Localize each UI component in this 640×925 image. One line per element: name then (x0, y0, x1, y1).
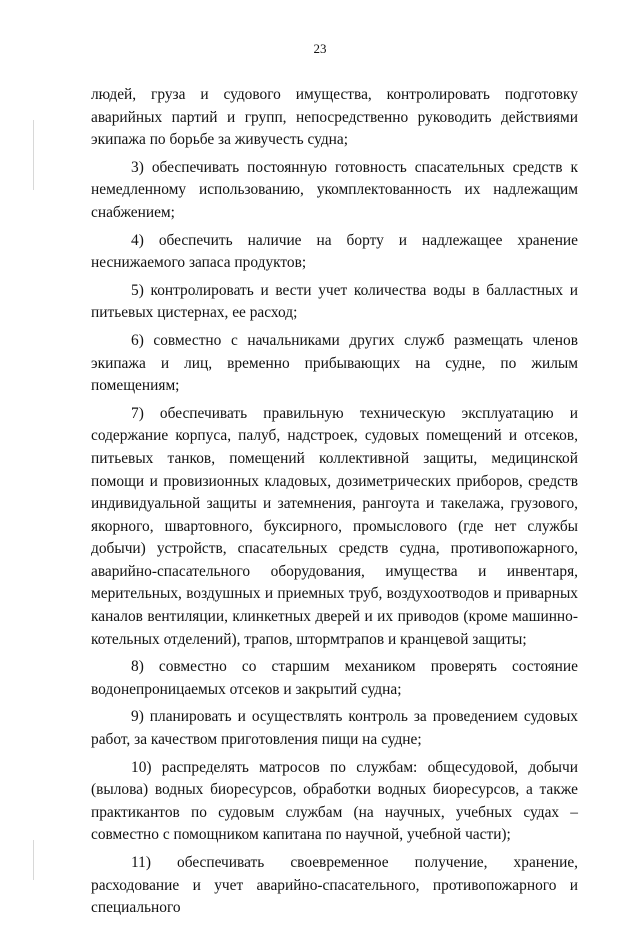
page-number: 23 (313, 41, 327, 56)
scan-margin-line-bottom (33, 840, 34, 880)
paragraph-item-5: 5) контролировать и вести учет количества воды в балластных и питьевых цистернах, ее расход; (91, 281, 578, 322)
paragraph-item-10: 10) распределять матросов по службам: общесудовой, добычи (вылова) водных биоресурсов, обработки водных биоресурсов, а также практикантов по судовым службам (на научных, учебных судах – совместно с помощником капитана по научной, учебной части); (91, 758, 578, 844)
paragraph-continuation: людей, груза и судового имущества, контролировать подготовку аварийных партий и групп, непосредственно руководить действиями экипажа по борьбе за живучесть судна; (91, 86, 578, 149)
scan-margin-line-top (33, 120, 34, 190)
paragraph-item-7: 7) обеспечивать правильную техническую эксплуатацию и содержание корпуса, палуб, надстроек, судовых помещений и отсеков, питьевых танков, помещений коллективной защиты, медицинской помощи и провизионных кладовых, дозиметрических приборов, средств индивидуальной защиты и затемнения, рангоута и такелажа, грузового, якорного, швартовного, буксирного, промыслового (где нет службы добычи) устройств, спасательных средств судна, противопожарного, аварийно-спасательного оборудования, имущества и инвентаря, мерительных, воздушных и приемных труб, воздухоотводов и приварных каналов вентиляции, клинкетных дверей и их приводов (кроме машинно-котельных отделений), трапов, штормтрапов и кранцевой защиты; (91, 404, 578, 648)
paragraph-item-6: 6) совместно с начальниками других служб размещать членов экипажа и лиц, временно прибывающих на судне, по жилым помещениям; (91, 331, 578, 395)
paragraph-item-8: 8) совместно со старшим механиком проверять состояние водонепроницаемых отсеков и закрытий судна; (91, 658, 578, 698)
paragraph-item-9: 9) планировать и осуществлять контроль за проведением судовых работ, за качеством приготовления пищи на судне; (91, 708, 578, 749)
paragraph-item-11: 11) обеспечивать своевременное получение, хранение, расходование и учет аварийно-спасательного, противопожарного и специального (91, 854, 578, 917)
paragraph-item-4: 4) обеспечить наличие на борту и надлежащее хранение неснижаемого запаса продуктов; (91, 231, 578, 272)
document-body (91, 84, 578, 925)
paragraph-item-3: 3) обеспечивать постоянную готовность спасательных средств к немедленному использованию, укомплектованность их надлежащим снабжением; (91, 158, 578, 221)
